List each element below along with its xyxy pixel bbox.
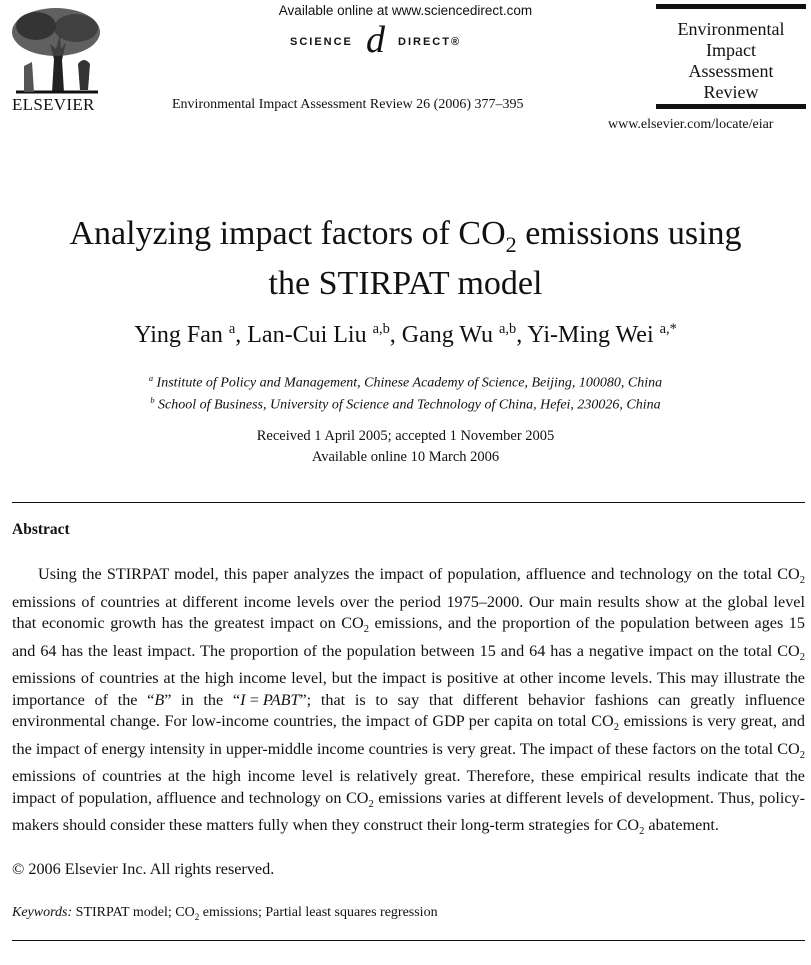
sciencedirect-logo: [290, 19, 490, 66]
copyright-notice: © 2006 Elsevier Inc. All rights reserved.: [12, 860, 275, 878]
journal-title-line: Environmental: [677, 19, 785, 39]
publisher-name: ELSEVIER: [12, 95, 95, 114]
author-affil-mark: a,*: [659, 321, 677, 337]
italic-term: B: [154, 690, 165, 709]
author-affil-mark: a,b: [372, 321, 390, 337]
affil-mark: a: [148, 374, 154, 383]
journal-title-line: Impact: [706, 40, 756, 60]
journal-citation: Environmental Impact Assessment Review 26 (2006) 377–395: [172, 97, 524, 112]
sciencedirect-left: SCIENCE: [290, 36, 353, 48]
subscript: 2: [194, 911, 200, 922]
author-list: [0, 321, 811, 349]
abstract-text: emissions is very great, and the impact of energy intensity in upper-middle income countries is very great. The impact of these factors on the total CO: [12, 712, 805, 758]
abstract-text: emissions, and the proportion of the population between ages 15 and 64 has the least impact. The proportion of the population between 15 and 64 has a negative impact on the total CO: [12, 614, 805, 660]
title-subscript: 2: [505, 231, 517, 257]
abstract-heading: Abstract: [12, 521, 70, 538]
sciencedirect-mark: d: [366, 19, 385, 61]
subscript: 2: [799, 651, 805, 663]
affil-mark: b: [150, 396, 155, 405]
abstract-text: ”; that is to say that different behavior fashions can greatly influence environmental change. For low-income countries, the impact of GDP per capita on total CO: [12, 690, 805, 731]
italic-term: I = PABT: [240, 690, 300, 709]
article-title: [0, 214, 811, 303]
subscript: 2: [799, 750, 805, 762]
divider: [12, 502, 805, 503]
affiliation-a: [0, 374, 811, 392]
online-date: Available online 10 March 2006: [311, 449, 500, 465]
keywords-line: [12, 905, 438, 922]
sciencedirect-right: DIRECT®: [398, 36, 462, 48]
subscript: 2: [368, 799, 374, 811]
journal-title-line: Assessment: [688, 61, 774, 81]
title-line-2: the STIRPAT model: [268, 264, 543, 302]
abstract-text: emissions of countries at the high income level is relatively great. Therefore, these empirical results indicate that the impact of population, affluence and technology on CO: [12, 767, 805, 807]
title-text: Analyzing impact factors of CO: [69, 215, 506, 252]
journal-url[interactable]: www.elsevier.com/locate/eiar: [608, 117, 774, 132]
title-text: emissions using: [516, 215, 742, 252]
journal-title-box: [656, 4, 806, 109]
affil-text: School of Business, University of Science and Technology of China, Hefei, 230026, China: [154, 397, 661, 413]
subscript: 2: [363, 624, 369, 636]
author-name[interactable]: Ying Fan: [134, 322, 229, 348]
keywords-text: emissions; Partial least squares regression: [199, 905, 438, 920]
author-name[interactable]: Gang Wu: [401, 322, 500, 348]
subscript: 2: [639, 826, 645, 838]
journal-title-line: Review: [703, 82, 759, 102]
affiliation-b: [0, 396, 811, 414]
author-separator: ,: [389, 322, 402, 348]
affil-text: Institute of Policy and Management, Chinese Academy of Science, Beijing, 100080, China: [153, 375, 663, 391]
author-name[interactable]: Yi-Ming Wei: [527, 322, 660, 348]
author-affil-mark: a,b: [499, 321, 517, 337]
abstract-text: abatement.: [644, 816, 719, 835]
abstract-text: emissions of countries at the high income level, but the impact is positive at other income levels. This may illustrate the importance of the “: [12, 669, 805, 709]
abstract-body: [12, 564, 805, 843]
author-affil-mark: a: [228, 321, 236, 337]
abstract-text: Using the STIRPAT model, this paper analyzes the impact of population, affluence and technology on the total CO: [38, 565, 800, 583]
abstract-text: emissions of countries at different income levels over the period 1975–2000. Our main results show at the global level that economic growth has the greatest impact on CO: [12, 592, 805, 633]
subscript: 2: [613, 722, 619, 734]
author-separator: ,: [516, 322, 528, 348]
author-name[interactable]: Lan-Cui Liu: [247, 322, 373, 348]
available-online-text[interactable]: Available online at www.sciencedirect.com: [278, 3, 533, 18]
divider: [12, 940, 805, 941]
author-separator: ,: [235, 322, 248, 348]
abstract-text: emissions varies at different levels of development. Thus, policy-makers should consider these matters fully when they construct their long-term strategies for CO: [12, 788, 805, 835]
subscript: 2: [799, 575, 805, 587]
received-date: Received 1 April 2005; accepted 1 November 2005: [256, 428, 555, 444]
keywords-label: Keywords:: [12, 905, 73, 920]
abstract-text: ” in the “: [164, 690, 241, 709]
keywords-text: STIRPAT model; CO: [72, 905, 195, 920]
